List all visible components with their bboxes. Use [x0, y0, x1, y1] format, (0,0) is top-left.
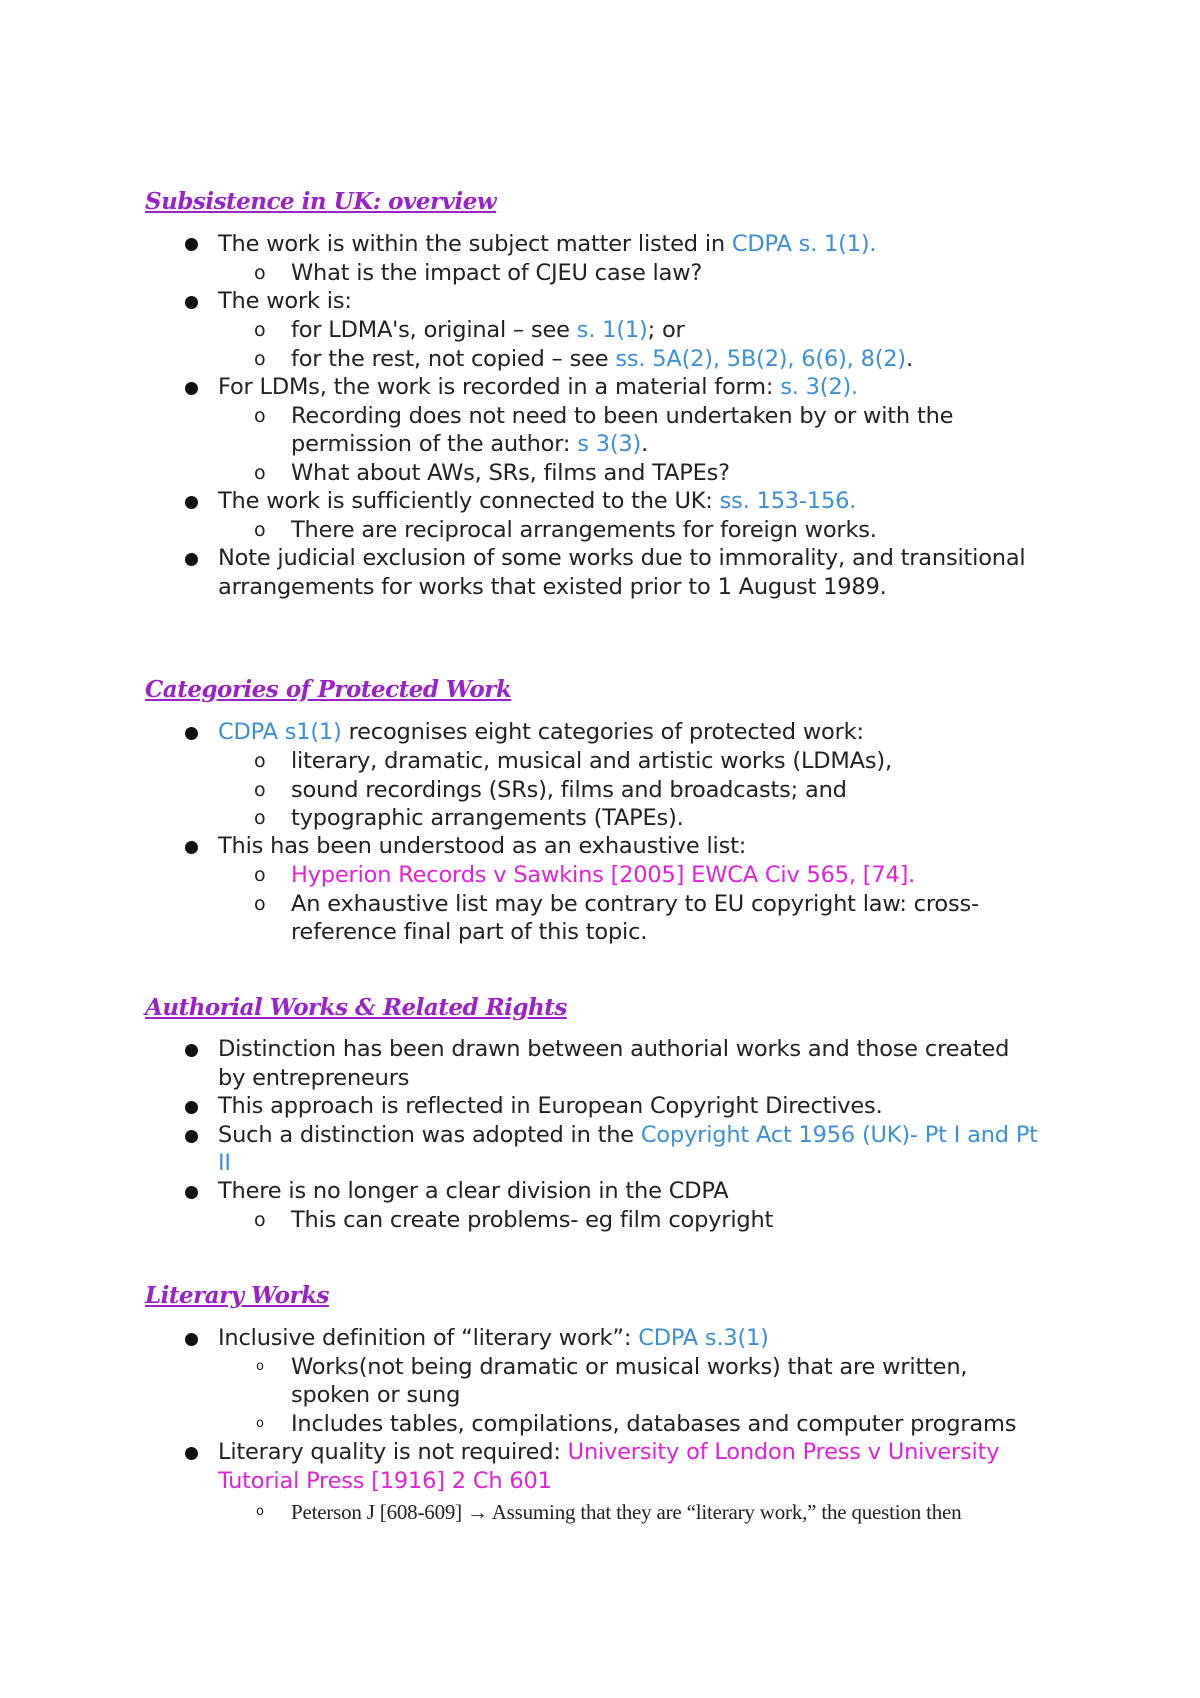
list-item: literary, dramatic, musical and artistic works (LDMAs), — [291, 748, 892, 774]
bullet-icon — [185, 1447, 198, 1460]
list-item-continuation: Tutorial Press [1916] 2 Ch 601 — [218, 1468, 552, 1494]
list-item-continuation: reference final part of this topic. — [291, 919, 648, 945]
sub-bullet-icon: o — [256, 1359, 264, 1374]
sub-bullet-icon: o — [254, 262, 266, 284]
list-item: The work is sufficiently connected to the UK: ss. 153-156. — [218, 488, 857, 514]
list-item: Recording does not need to been undertaken by or with the — [291, 403, 954, 429]
list-item: Hyperion Records v Sawkins [2005] EWCA Civ 565, [74]. — [291, 862, 916, 888]
bullet-icon — [185, 1186, 198, 1199]
list-item: This has been understood as an exhaustive list: — [218, 833, 747, 859]
sub-bullet-icon: o — [254, 462, 266, 484]
list-item: Literary quality is not required: University of London Press v University — [218, 1439, 1000, 1465]
list-item: This approach is reflected in European Copyright Directives. — [218, 1093, 883, 1119]
list-item-continuation: by entrepreneurs — [218, 1065, 410, 1091]
sub-bullet-icon: o — [254, 319, 266, 341]
list-item: This can create problems- eg film copyright — [291, 1207, 774, 1233]
section-heading-authorial: Authorial Works & Related Rights — [145, 994, 567, 1021]
list-item: Inclusive definition of “literary work”: CDPA s.3(1) — [218, 1325, 769, 1351]
sub-bullet-icon: o — [254, 893, 266, 915]
sub-bullet-icon: o — [256, 1416, 264, 1431]
list-item: Includes tables, compilations, databases and computer programs — [291, 1411, 1017, 1437]
list-item: Such a distinction was adopted in the Copyright Act 1956 (UK)- Pt I and Pt — [218, 1122, 1038, 1148]
list-item: What about AWs, SRs, films and TAPEs? — [291, 460, 730, 486]
bullet-icon — [185, 727, 198, 740]
section-heading-subsistence: Subsistence in UK: overview — [145, 188, 497, 215]
list-item: An exhaustive list may be contrary to EU copyright law: cross- — [291, 891, 979, 917]
bullet-icon — [185, 1101, 198, 1114]
section-heading-literary: Literary Works — [145, 1282, 329, 1309]
list-item: What is the impact of CJEU case law? — [291, 260, 703, 286]
section-heading-categories: Categories of Protected Work — [145, 676, 512, 703]
sub-bullet-icon: o — [254, 348, 266, 370]
sub-bullet-icon: o — [254, 519, 266, 541]
list-item: CDPA s1(1) recognises eight categories of protected work: — [218, 719, 864, 745]
sub-bullet-icon: o — [254, 864, 266, 886]
list-item: for LDMA's, original – see s. 1(1); or — [291, 317, 685, 343]
list-item: There are reciprocal arrangements for foreign works. — [291, 517, 877, 543]
bullet-icon — [185, 496, 198, 509]
list-item: typographic arrangements (TAPEs). — [291, 805, 684, 831]
list-item: For LDMs, the work is recorded in a material form: s. 3(2). — [218, 374, 858, 400]
bullet-icon — [185, 841, 198, 854]
bullet-icon — [185, 1130, 198, 1143]
list-item-continuation: II — [218, 1150, 231, 1176]
list-item-continuation: arrangements for works that existed prior to 1 August 1989. — [218, 574, 887, 600]
bullet-icon — [185, 1044, 198, 1057]
list-item: The work is within the subject matter listed in CDPA s. 1(1). — [218, 231, 877, 257]
sub-bullet-icon: o — [254, 405, 266, 427]
list-item: sound recordings (SRs), films and broadcasts; and — [291, 777, 847, 803]
list-item: Works(not being dramatic or musical works) that are written, — [291, 1354, 968, 1380]
list-item: The work is: — [218, 288, 352, 314]
list-item: Note judicial exclusion of some works due to immorality, and transitional — [218, 545, 1026, 571]
sub-bullet-icon: o — [256, 1504, 264, 1519]
bullet-icon — [185, 296, 198, 309]
list-item: There is no longer a clear division in the CDPA — [218, 1178, 729, 1204]
list-item: Peterson J [608-609] → Assuming that they are “literary work,” the question then — [291, 1500, 962, 1524]
sub-bullet-icon: o — [254, 779, 266, 801]
bullet-icon — [185, 238, 198, 251]
list-item: for the rest, not copied – see ss. 5A(2), 5B(2), 6(6), 8(2). — [291, 346, 913, 372]
sub-bullet-icon: o — [254, 1209, 266, 1231]
list-item-continuation: permission of the author: s 3(3). — [291, 431, 649, 457]
bullet-icon — [185, 1333, 198, 1346]
bullet-icon — [185, 553, 198, 566]
bullet-icon — [185, 382, 198, 395]
list-item: Distinction has been drawn between authorial works and those created — [218, 1036, 1010, 1062]
sub-bullet-icon: o — [254, 750, 266, 772]
list-item-continuation: spoken or sung — [291, 1382, 461, 1408]
sub-bullet-icon: o — [254, 807, 266, 829]
